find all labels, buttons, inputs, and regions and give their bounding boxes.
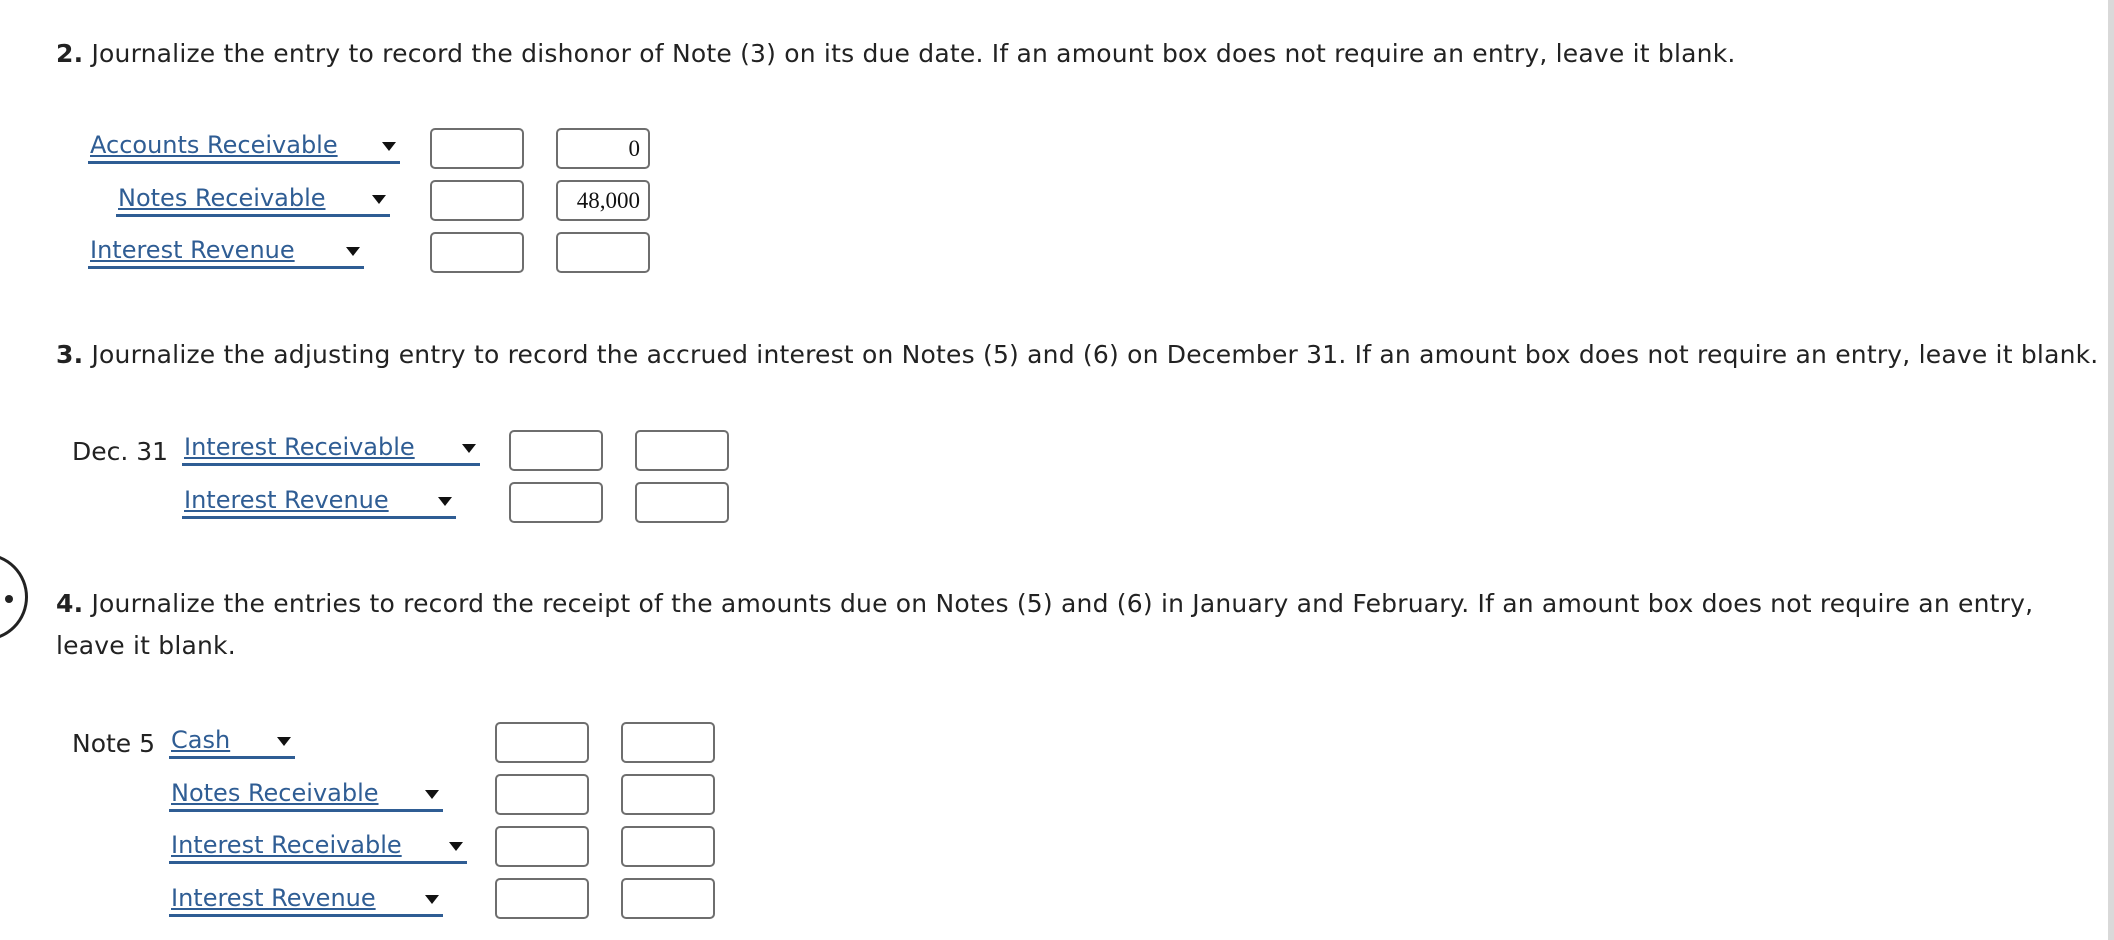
q4-credit-input-1[interactable] <box>621 722 715 763</box>
scroll-indicator-icon <box>0 553 28 641</box>
question-3-prompt <box>56 334 2098 376</box>
q3-debit-input-2[interactable] <box>509 482 603 523</box>
q2-account-select-1[interactable] <box>88 130 400 164</box>
q4-account-select-1-value: Cash <box>171 726 231 754</box>
q3-credit-input-2[interactable] <box>635 482 729 523</box>
q4-credit-input-3[interactable] <box>621 826 715 867</box>
q2-debit-input-1[interactable] <box>430 128 524 169</box>
q4-debit-input-2[interactable] <box>495 774 589 815</box>
chevron-down-icon <box>346 247 360 256</box>
date-label: Dec. 31 <box>72 437 169 466</box>
q4-account-select-2[interactable] <box>169 778 443 812</box>
q4-account-select-4-value: Interest Revenue <box>171 884 376 912</box>
q3-debit-input-1[interactable] <box>509 430 603 471</box>
question-2-prompt <box>56 33 1736 75</box>
q2-account-select-2[interactable] <box>116 183 390 217</box>
chevron-down-icon <box>449 842 463 851</box>
note-label: Note 5 <box>72 729 156 758</box>
chevron-down-icon <box>372 195 386 204</box>
vertical-scrollbar[interactable] <box>2108 0 2114 940</box>
question-3-number: 3. <box>56 340 84 369</box>
q2-account-select-1-value: Accounts Receivable <box>90 131 338 159</box>
chevron-down-icon <box>425 790 439 799</box>
q4-account-select-2-value: Notes Receivable <box>171 779 379 807</box>
question-4-prompt <box>56 583 2076 667</box>
q2-credit-input-2[interactable] <box>556 180 650 221</box>
question-2-text: Journalize the entry to record the dishonor of Note (3) on its due date. If an amount box does not require an entry, leave it blank. <box>91 39 1736 68</box>
q4-debit-input-1[interactable] <box>495 722 589 763</box>
q4-debit-input-4[interactable] <box>495 878 589 919</box>
q2-debit-input-3[interactable] <box>430 232 524 273</box>
q3-account-select-1[interactable] <box>182 432 480 466</box>
q2-account-select-3-value: Interest Revenue <box>90 236 295 264</box>
q4-account-select-1[interactable] <box>169 725 295 759</box>
q2-debit-input-2[interactable] <box>430 180 524 221</box>
chevron-down-icon <box>277 737 291 746</box>
q2-credit-input-1[interactable] <box>556 128 650 169</box>
question-2-number: 2. <box>56 39 84 68</box>
q2-account-select-3[interactable] <box>88 235 364 269</box>
q3-account-select-2[interactable] <box>182 485 456 519</box>
question-4-number: 4. <box>56 589 84 618</box>
q3-credit-input-1[interactable] <box>635 430 729 471</box>
chevron-down-icon <box>382 142 396 151</box>
q2-credit-input-3[interactable] <box>556 232 650 273</box>
q4-account-select-3-value: Interest Receivable <box>171 831 402 859</box>
q2-account-select-2-value: Notes Receivable <box>118 184 326 212</box>
chevron-down-icon <box>425 895 439 904</box>
q4-debit-input-3[interactable] <box>495 826 589 867</box>
question-4-text: Journalize the entries to record the receipt of the amounts due on Notes (5) and (6) in January and February. If an amount box does not require an entry, leave it blank. <box>56 589 2034 660</box>
q4-credit-input-4[interactable] <box>621 878 715 919</box>
chevron-down-icon <box>438 497 452 506</box>
question-3-text: Journalize the adjusting entry to record the accrued interest on Notes (5) and (6) on December 31. If an amount box does not require an entry, leave it blank. <box>91 340 2099 369</box>
q4-credit-input-2[interactable] <box>621 774 715 815</box>
q3-account-select-1-value: Interest Receivable <box>184 433 415 461</box>
q4-account-select-3[interactable] <box>169 830 467 864</box>
chevron-down-icon <box>462 444 476 453</box>
q3-account-select-2-value: Interest Revenue <box>184 486 389 514</box>
q4-account-select-4[interactable] <box>169 883 443 917</box>
